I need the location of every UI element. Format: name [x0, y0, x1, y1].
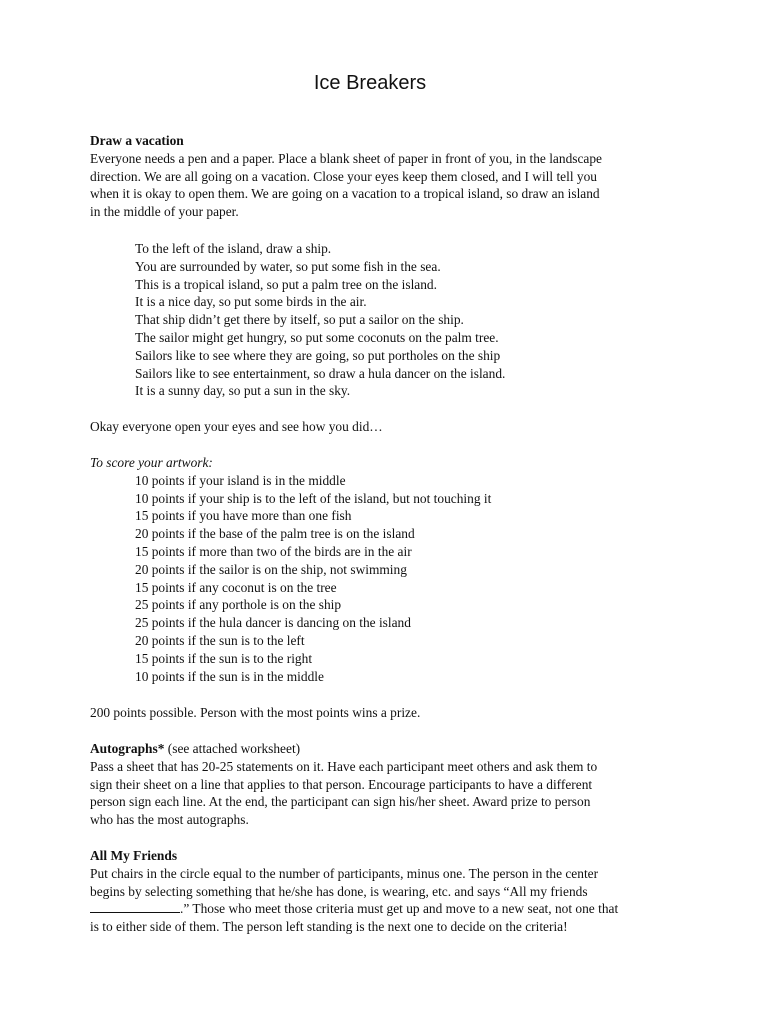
paragraph-line: direction. We are all going on a vacation. Close your eyes keep them closed, and I will tell you [90, 168, 597, 184]
instruction-line: Sailors like to see entertainment, so draw a hula dancer on the island. [135, 365, 506, 381]
instruction-line: This is a tropical island, so put a palm tree on the island. [135, 276, 437, 292]
friends-paragraph [90, 865, 680, 936]
paragraph-line: Put chairs in the circle equal to the number of participants, minus one. The person in the center [90, 865, 599, 881]
paragraph-line: person sign each line. At the end, the participant can sign his/her sheet. Award prize to person [90, 794, 591, 810]
section-all-my-friends [90, 847, 680, 936]
autographs-paragraph [90, 758, 680, 829]
instruction-line: The sailor might get hungry, so put some coconuts on the palm tree. [135, 329, 499, 345]
fill-in-blank [90, 901, 180, 913]
paragraph-line: begins by selecting something that he/she has done, is wearing, etc. and says “All my friends [90, 883, 588, 899]
instruction-line: You are surrounded by water, so put some fish in the sea. [135, 258, 441, 274]
draw-instructions-list [135, 240, 725, 400]
paragraph-line: in the middle of your paper. [90, 204, 239, 220]
score-item: 15 points if more than two of the birds are in the air [135, 543, 412, 559]
section-draw-vacation [90, 132, 680, 221]
points-total-text: 200 points possible. Person with the most points wins a prize. [90, 705, 421, 720]
section-heading-all-my-friends: All My Friends [90, 848, 178, 863]
autographs-heading-label: Autographs* [90, 741, 165, 756]
section-autographs [90, 740, 680, 829]
open-eyes-text: Okay everyone open your eyes and see how you did… [90, 419, 383, 434]
score-item: 20 points if the base of the palm tree is on the island [135, 526, 415, 542]
paragraph-line: sign their sheet on a line that applies to that person. Encourage participants to have a different [90, 776, 593, 792]
paragraph-line: Everyone needs a pen and a paper. Place a blank sheet of paper in front of you, in the landscape [90, 150, 602, 166]
paragraph-line: when it is okay to open them. We are going on a vacation to a tropical island, so draw an island [90, 186, 600, 202]
instruction-line: Sailors like to see where they are going, so put portholes on the ship [135, 347, 501, 363]
score-item: 10 points if the sun is in the middle [135, 668, 324, 684]
score-item: 20 points if the sailor is on the ship, not swimming [135, 561, 407, 577]
score-section [90, 454, 680, 685]
score-item: 20 points if the sun is to the left [135, 632, 305, 648]
instruction-line: It is a sunny day, so put a sun in the sky. [135, 383, 351, 399]
score-item: 10 points if your ship is to the left of the island, but not touching it [135, 490, 492, 506]
paragraph-line: who has the most autographs. [90, 812, 249, 828]
section-heading-autographs [90, 740, 680, 758]
score-list [135, 472, 680, 686]
page-title: Ice Breakers [313, 72, 427, 94]
paragraph-line: is to either side of them. The person left standing is the next one to decide on the criteria! [90, 919, 568, 935]
score-item: 15 points if the sun is to the right [135, 650, 313, 666]
autographs-heading-note: (see attached worksheet) [164, 741, 301, 756]
instruction-line: It is a nice day, so put some birds in the air. [135, 294, 367, 310]
score-item: 25 points if any porthole is on the ship [135, 597, 342, 613]
paragraph-line-text: .” Those who meet those criteria must get up and move to a new seat, not one that [180, 901, 619, 917]
instruction-line: To the left of the island, draw a ship. [135, 241, 332, 256]
score-label: To score your artwork: [90, 455, 213, 470]
score-item: 15 points if you have more than one fish [135, 508, 352, 524]
paragraph-line-with-blank [90, 900, 680, 918]
instruction-line: That ship didn’t get there by itself, so put a sailor on the ship. [135, 312, 464, 328]
section-heading-draw-vacation: Draw a vacation [90, 133, 184, 148]
draw-intro-paragraph [90, 150, 680, 221]
paragraph-line: Pass a sheet that has 20-25 statements on it. Have each participant meet others and ask them to [90, 758, 598, 774]
score-item: 10 points if your island is in the middle [135, 472, 346, 488]
score-item: 25 points if the hula dancer is dancing on the island [135, 615, 411, 631]
score-item: 15 points if any coconut is on the tree [135, 579, 337, 595]
